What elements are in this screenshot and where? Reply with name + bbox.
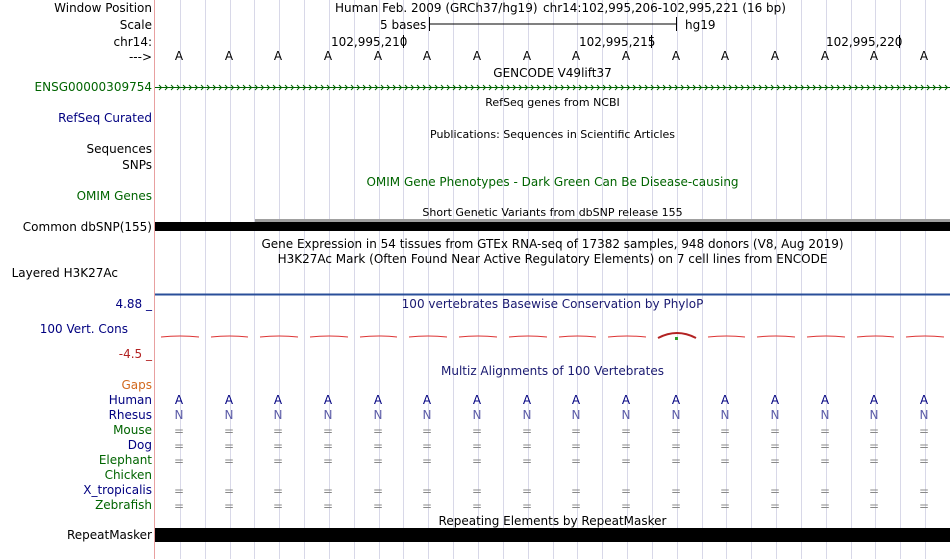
elephant-base: = [769,454,781,468]
rhesus-base: N [224,408,234,422]
xtropicalis-base: = [570,484,582,498]
reference-base: A [770,49,780,63]
phylop-track-title: 100 vertebrates Basewise Conservation by PhyloP [401,297,704,311]
rhesus-base: N [919,408,929,422]
rhesus-base: N [621,408,631,422]
rhesus-base: N [323,408,333,422]
rhesus-base: N [422,408,432,422]
omim-track-title: OMIM Gene Phenotypes - Dark Green Can Be Disease-causing [366,175,739,189]
human-base: A [820,393,830,407]
elephant-base: = [421,454,433,468]
scale-db-label: hg19 [685,18,716,32]
zebrafish-base: = [521,499,533,513]
reference-base: A [422,49,432,63]
species-zebrafish-label: Zebrafish [95,498,152,512]
rhesus-base: N [720,408,730,422]
reference-base: A [174,49,184,63]
snps-label[interactable]: SNPs [122,158,152,172]
zebrafish-base: = [819,499,831,513]
gene-id-label[interactable]: ENSG00000309754 [34,80,152,94]
mouse-base: = [223,424,235,438]
dog-base: = [471,439,483,453]
mouse-base: = [670,424,682,438]
gaps-label: Gaps [121,378,152,392]
window-position-label: Window Position [54,1,152,15]
phylop-max-label: 4.88 _ [115,297,152,311]
species-mouse-label: Mouse [113,423,152,437]
mouse-base: = [719,424,731,438]
dog-base: = [620,439,632,453]
reference-base: A [820,49,830,63]
mouse-base: = [819,424,831,438]
reference-base: A [720,49,730,63]
repeatmasker-track-title: Repeating Elements by RepeatMasker [438,514,667,528]
mouse-base: = [471,424,483,438]
elephant-base: = [372,454,384,468]
gtex-track-title: Gene Expression in 54 tissues from GTEx RNA-seq of 17382 samples, 948 donors (V8, Aug 2019) [261,237,844,251]
zebrafish-base: = [620,499,632,513]
species-xtropicalis-label: X_tropicalis [83,483,152,497]
coord-tick-2: 102,995,215 [579,35,656,49]
coord-tick-1: 102,995,210 [331,35,408,49]
reference-base: A [522,49,532,63]
scale-label: Scale [119,18,152,32]
omim-label[interactable]: OMIM Genes [76,189,152,203]
reference-base: A [472,49,482,63]
rhesus-base: N [770,408,780,422]
repeatmasker-label[interactable]: RepeatMasker [66,528,152,542]
dbsnp-track-title: Short Genetic Variants from dbSNP release 155 [422,206,683,219]
species-chicken-label: Chicken [104,468,152,482]
coord-tick-3: 102,995,220 [826,35,903,49]
xtropicalis-base: = [272,484,284,498]
zebrafish-base: = [223,499,235,513]
zebrafish-base: = [570,499,582,513]
zebrafish-base: = [769,499,781,513]
mouse-base: = [372,424,384,438]
publications-track-title: Publications: Sequences in Scientific Articles [430,128,675,141]
dog-base: = [521,439,533,453]
human-base: A [720,393,730,407]
human-base: A [919,393,929,407]
zebrafish-base: = [322,499,334,513]
assembly-title: Human Feb. 2009 (GRCh37/hg19) [335,1,538,15]
elephant-base: = [223,454,235,468]
dog-base: = [719,439,731,453]
window-position-value: chr14:102,995,206-102,995,221 (16 bp) [543,1,786,15]
xtropicalis-base: = [471,484,483,498]
elephant-base: = [471,454,483,468]
dog-base: = [322,439,334,453]
human-base: A [571,393,581,407]
human-base: A [323,393,333,407]
mouse-base: = [570,424,582,438]
mouse-base: = [769,424,781,438]
species-elephant-label: Elephant [98,453,152,467]
rhesus-base: N [472,408,482,422]
rhesus-base: N [671,408,681,422]
mouse-base: = [272,424,284,438]
mouse-base: = [521,424,533,438]
refseq-track-title: RefSeq genes from NCBI [485,96,620,109]
mouse-base: = [173,424,185,438]
dog-base: = [918,439,930,453]
human-base: A [422,393,432,407]
xtropicalis-base: = [620,484,632,498]
reference-base: A [273,49,283,63]
h3k27ac-track-title: H3K27Ac Mark (Often Found Near Active Regulatory Elements) on 7 cell lines from ENCODE [277,252,828,266]
dog-base: = [570,439,582,453]
rhesus-base: N [522,408,532,422]
xtropicalis-base: = [769,484,781,498]
sequences-label[interactable]: Sequences [86,142,152,156]
reference-base: A [571,49,581,63]
reference-base: A [224,49,234,63]
rhesus-base: N [174,408,184,422]
reference-base: A [323,49,333,63]
reference-base: A [373,49,383,63]
human-base: A [373,393,383,407]
human-base: A [273,393,283,407]
xtropicalis-base: = [819,484,831,498]
xtropicalis-base: = [421,484,433,498]
dbsnp-label[interactable]: Common dbSNP(155) [22,220,152,234]
xtropicalis-base: = [322,484,334,498]
species-human-label: Human [108,393,152,407]
rhesus-base: N [820,408,830,422]
xtropicalis-base: = [918,484,930,498]
elephant-base: = [670,454,682,468]
vert-cons-label[interactable]: 100 Vert. Cons [39,322,128,336]
dog-base: = [223,439,235,453]
rhesus-base: N [869,408,879,422]
mouse-base: = [620,424,632,438]
scale-bar-label: 5 bases [380,18,427,32]
dog-base: = [868,439,880,453]
dog-base: = [819,439,831,453]
dog-base: = [372,439,384,453]
human-base: A [671,393,681,407]
zebrafish-base: = [670,499,682,513]
multiz-track-title: Multiz Alignments of 100 Vertebrates [440,364,665,378]
human-base: A [869,393,879,407]
mouse-base: = [322,424,334,438]
species-rhesus-label: Rhesus [108,408,152,422]
reference-base: A [869,49,879,63]
elephant-base: = [570,454,582,468]
dog-base: = [272,439,284,453]
human-base: A [621,393,631,407]
human-base: A [174,393,184,407]
zebrafish-base: = [372,499,384,513]
track-labels [0,0,154,559]
elephant-base: = [620,454,632,468]
chrom-label: chr14: [113,35,152,49]
elephant-base: = [719,454,731,468]
xtropicalis-base: = [521,484,533,498]
xtropicalis-base: = [868,484,880,498]
human-base: A [770,393,780,407]
gencode-track-title: GENCODE V49lift37 [493,66,612,80]
mouse-base: = [918,424,930,438]
track-display[interactable] [155,0,950,559]
elephant-base: = [819,454,831,468]
xtropicalis-base: = [372,484,384,498]
xtropicalis-base: = [173,484,185,498]
dog-base: = [421,439,433,453]
zebrafish-base: = [421,499,433,513]
h3k27ac-label[interactable]: Layered H3K27Ac [11,266,118,280]
elephant-base: = [272,454,284,468]
xtropicalis-base: = [223,484,235,498]
zebrafish-base: = [471,499,483,513]
repeatmasker-bar[interactable] [155,0,950,559]
mouse-base: = [868,424,880,438]
human-base: A [522,393,532,407]
zebrafish-base: = [719,499,731,513]
elephant-base: = [521,454,533,468]
mouse-base: = [421,424,433,438]
rhesus-base: N [571,408,581,422]
xtropicalis-base: = [670,484,682,498]
elephant-base: = [322,454,334,468]
phylop-min-label: -4.5 _ [118,347,152,361]
rhesus-base: N [373,408,383,422]
reference-base: A [919,49,929,63]
zebrafish-base: = [272,499,284,513]
dog-base: = [173,439,185,453]
xtropicalis-base: = [719,484,731,498]
elephant-base: = [868,454,880,468]
elephant-base: = [173,454,185,468]
refseq-label[interactable]: RefSeq Curated [58,111,152,125]
strand-arrow-label: ---> [128,50,152,64]
dog-base: = [670,439,682,453]
zebrafish-base: = [918,499,930,513]
reference-base: A [621,49,631,63]
human-base: A [472,393,482,407]
species-dog-label: Dog [127,438,152,452]
rhesus-base: N [273,408,283,422]
elephant-base: = [918,454,930,468]
human-base: A [224,393,234,407]
dog-base: = [769,439,781,453]
zebrafish-base: = [868,499,880,513]
reference-base: A [671,49,681,63]
zebrafish-base: = [173,499,185,513]
